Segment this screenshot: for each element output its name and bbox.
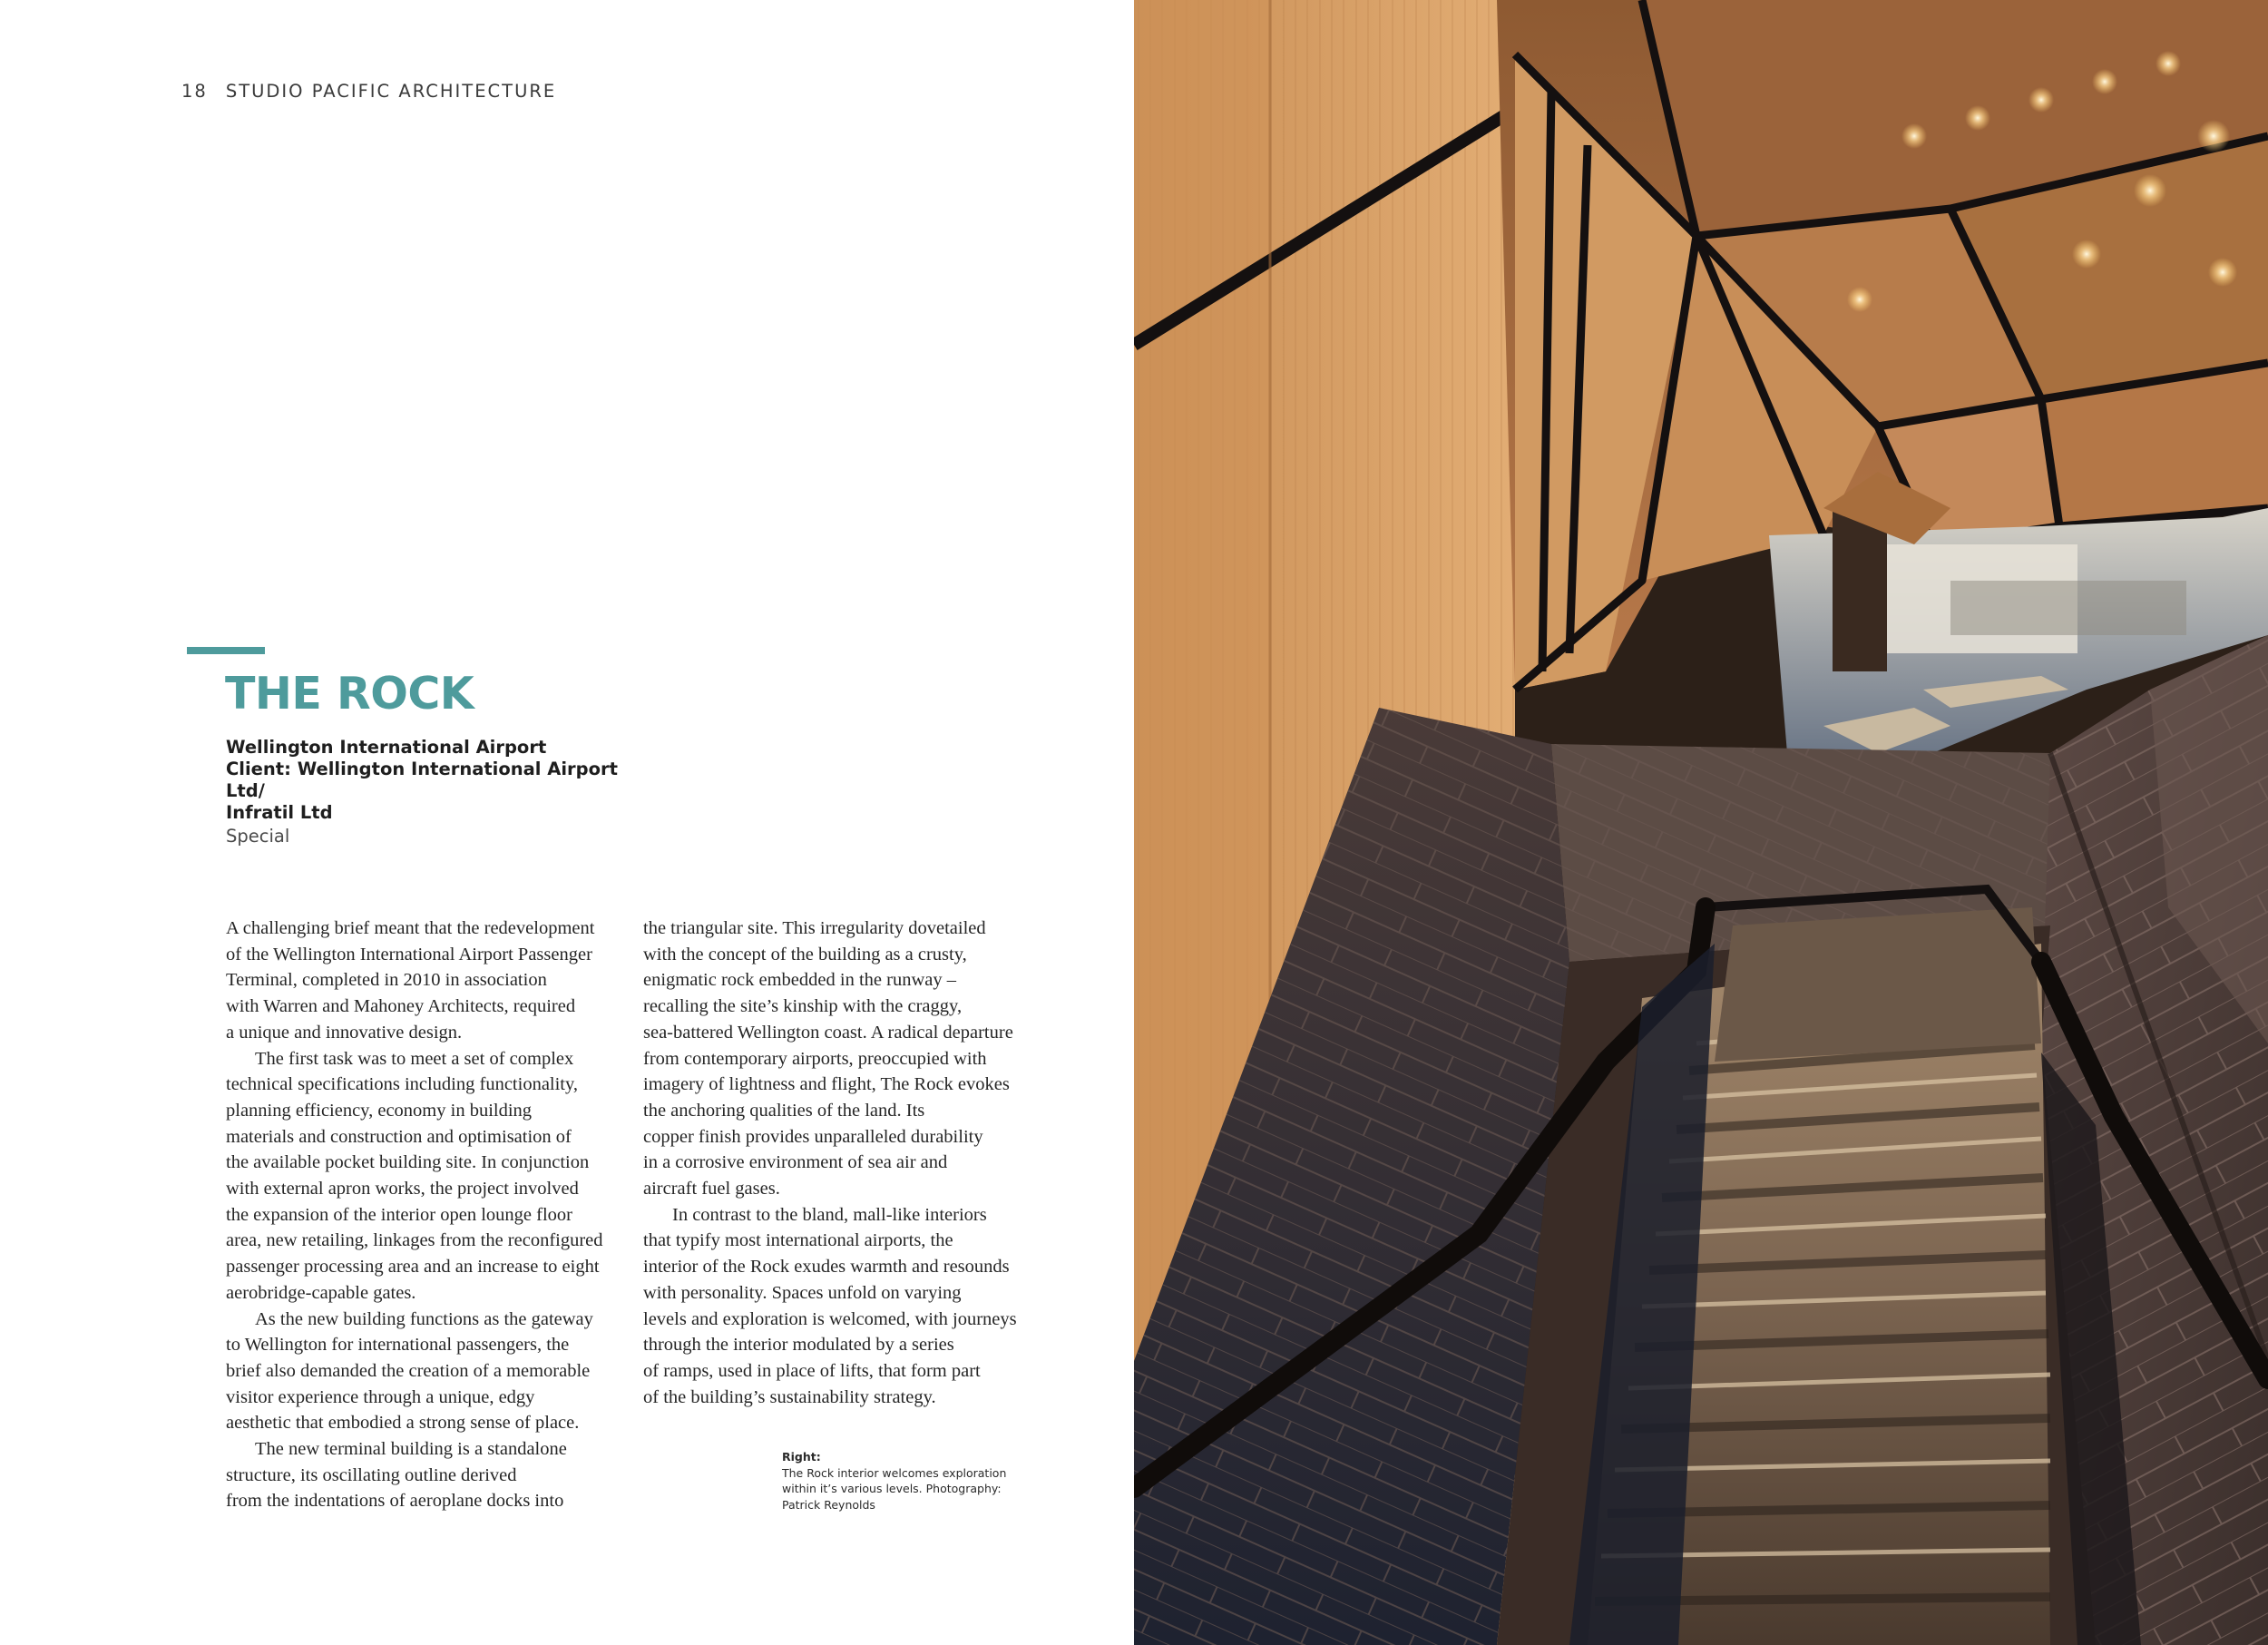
interior-photograph <box>1134 0 2268 1645</box>
body-column-2 <box>643 916 1042 1410</box>
running-head <box>181 81 556 102</box>
page-number: 18 <box>181 81 208 102</box>
paragraph: The new terminal building is a standalone structure, its oscillating outline derived from the indentations of aeroplane docks into <box>226 1439 567 1512</box>
project-location: Wellington International Airport <box>226 737 547 758</box>
project-client-line-1: Client: Wellington International Airport Ltd/ <box>226 759 618 801</box>
accent-rule <box>187 647 265 654</box>
caption-line-3: Patrick Reynolds <box>782 1497 875 1512</box>
paragraph: As the new building functions as the gateway to Wellington for international passengers, the brief also demanded the creation of a memorable visitor experience through a unique, edgy aesthetic that embodied a strong sense of place. <box>226 1308 593 1434</box>
photo-illustration <box>1134 0 2268 1645</box>
photo-caption <box>782 1449 1018 1513</box>
project-client-line-2: Infratil Ltd <box>226 802 333 823</box>
paragraph: The first task was to meet a set of complex technical specifications including functionality, planning efficiency, economy in building materials and construction and optimisation of the available pocket building site. In conjunction with external apron works, the project involved the expansion of the interior open lounge floor area, new retailing, linkages from the reconfigured passenger processing area and an increase to eight aerobridge-capable gates. <box>226 1048 603 1303</box>
caption-line-2: within it’s various levels. Photography: <box>782 1482 1002 1495</box>
project-category: Special <box>226 826 290 847</box>
publication-name: STUDIO PACIFIC ARCHITECTURE <box>225 81 557 102</box>
paragraph: the triangular site. This irregularity dovetailed with the concept of the building as a crusty, enigmatic rock embedded in the runway – recalling the site’s kinship with the craggy, sea-battered Wellington coast. A radical departure from contemporary airports, preoccupied with imagery of lightness and flight, The Rock evokes the anchoring qualities of the land. Its copper finish provides unparalleled durability in a corrosive environment of sea air and aircraft fuel gases. <box>643 918 1013 1199</box>
paragraph: In contrast to the bland, mall-like interiors that typify most international airports, the interior of the Rock exudes warmth and resounds with personality. Spaces unfold on varying levels and exploration is welcomed, with journeys through the interior modulated by a series of ramps, used in place of lifts, that form part of the building’s sustainability strategy. <box>643 1204 1017 1407</box>
caption-label: Right: <box>782 1450 821 1464</box>
body-column-1 <box>226 916 625 1514</box>
paragraph: A challenging brief meant that the redevelopment of the Wellington International Airport Passenger Terminal, completed in 2010 in association with Warren and Mahoney Architects, required a unique and innovative design. <box>226 918 595 1043</box>
caption-line-1: The Rock interior welcomes exploration <box>782 1465 1007 1480</box>
project-details <box>226 737 661 847</box>
article-title: THE ROCK <box>225 668 474 720</box>
